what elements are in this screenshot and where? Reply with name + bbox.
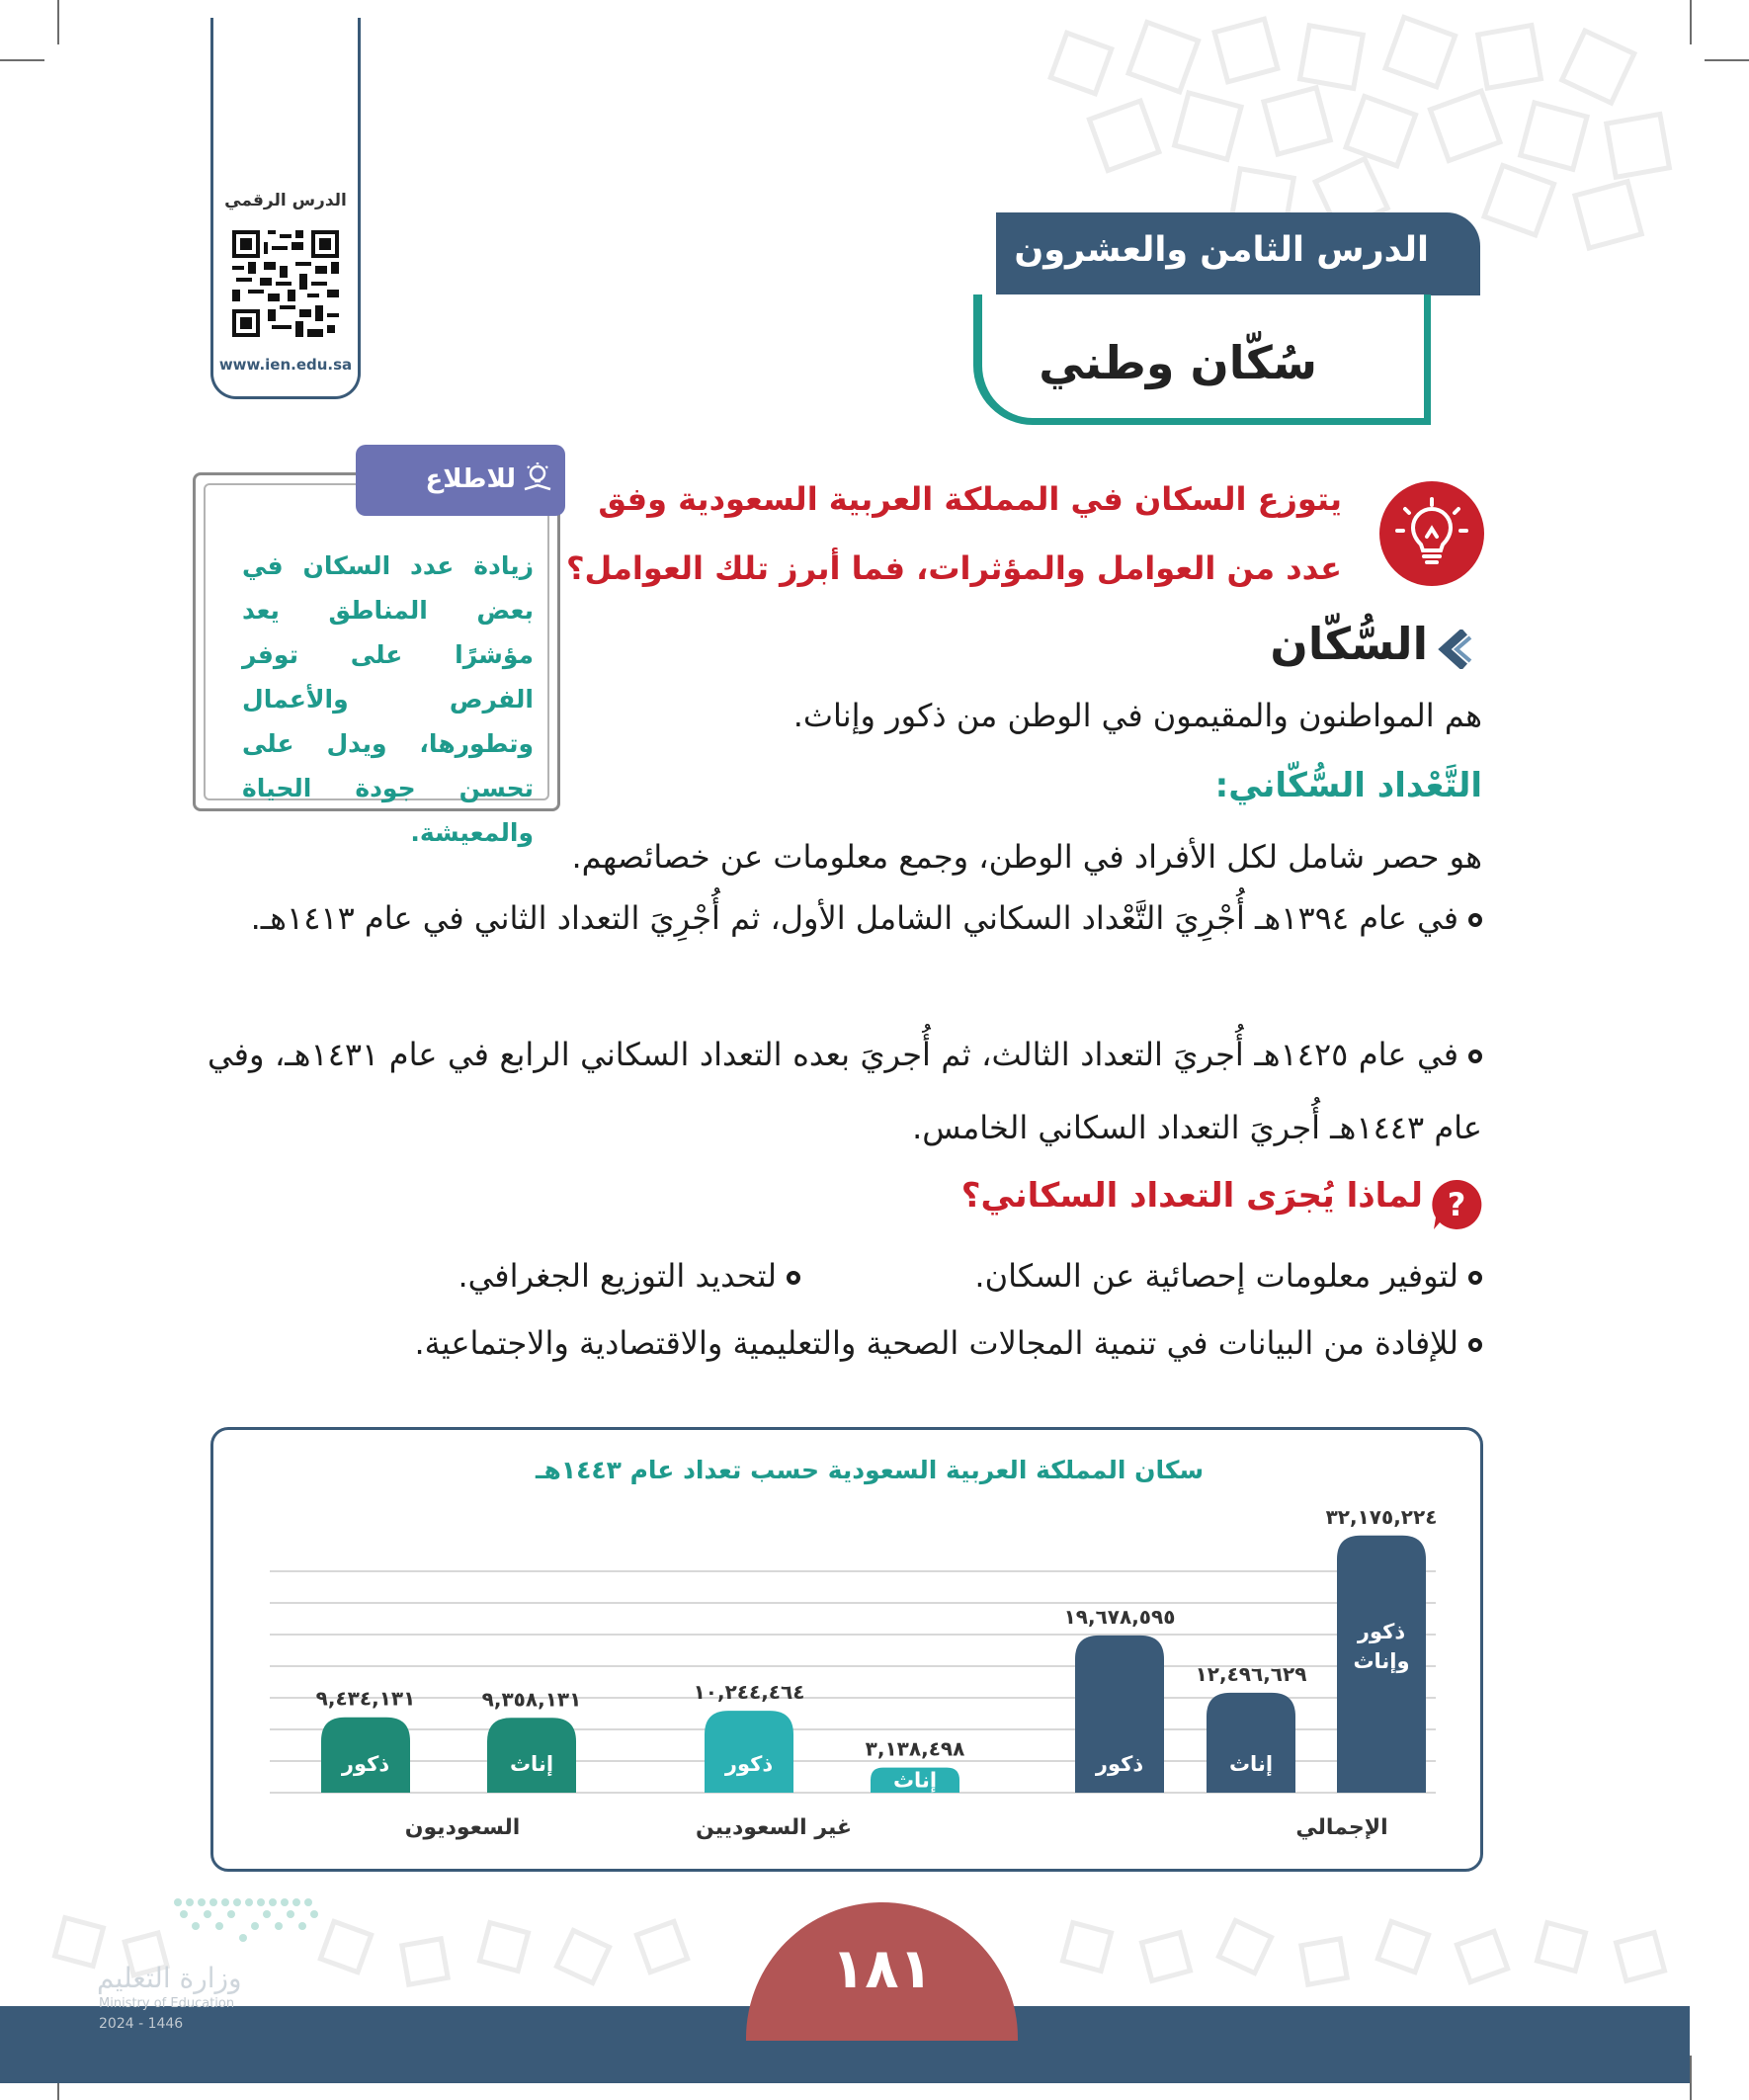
chart-bar-label: ذكور: [341, 1752, 390, 1776]
lightbulb-icon: [1377, 479, 1486, 588]
why-item-3-text: للإفادة من البيانات في تنمية المجالات الصحية والتعليمية والاقتصادية والاجتماعية.: [414, 1324, 1458, 1362]
census-definition: هو حصر شامل لكل الأفراد في الوطن، وجمع معلومات عن خصائصهم.: [571, 838, 1482, 876]
bullet-icon: [787, 1271, 800, 1285]
digital-lesson-tab[interactable]: [210, 18, 361, 399]
census-bullet-1: [208, 882, 1482, 955]
section-heading: السُّكّان: [1270, 618, 1428, 670]
chart-data-label: ٩,٣٥٨,١٣١: [481, 1687, 582, 1712]
why-item-2-text: لتحديد التوزيع الجغرافي.: [458, 1257, 777, 1295]
ministry-name: وزارة التعليم: [97, 1962, 242, 1994]
why-item-3: [414, 1324, 1482, 1362]
chart-data-label: ١٢,٤٩٦,٦٢٩: [1195, 1661, 1307, 1686]
chart-bar-label: إناث: [892, 1768, 938, 1793]
chart-bar: [1207, 1693, 1295, 1793]
intro-question: يتوزع السكان في المملكة العربية السعودية وفق عدد من العوامل والمؤثرات، فما أبرز تلك العوامل؟: [565, 480, 1342, 587]
chart-data-label: ١٩,٦٧٨,٥٩٥: [1063, 1604, 1176, 1629]
why-item-1: [974, 1257, 1482, 1295]
why-item-1-text: لتوفير معلومات إحصائية عن السكان.: [974, 1257, 1458, 1295]
chart-bar-label: إناث: [509, 1752, 554, 1776]
census-bullet-1-text: في عام ١٣٩٤هـ أُجْرِيَ التَّعْداد السكاني الشامل الأول، ثم أُجْرِيَ التعداد الثاني في عام ١٤١٣هـ.: [250, 899, 1458, 937]
chart-category-label: الإجمالي: [1295, 1815, 1388, 1840]
lesson-number-banner: [996, 212, 1480, 295]
why-item-2: [458, 1257, 800, 1295]
chart-category-label: غير السعوديين: [695, 1815, 853, 1840]
bullet-icon: [1468, 1338, 1482, 1352]
chart-bar-label: ذكور: [1095, 1752, 1144, 1776]
digital-lesson-label: الدرس الرقمي: [224, 191, 347, 210]
chart-category-label: السعوديون: [404, 1815, 521, 1840]
chart-bar-label: ذكور: [1357, 1619, 1406, 1643]
page-number: ١٨١: [831, 1937, 933, 2001]
crop-mark: [57, 0, 59, 44]
chart-bar-label: وإناث: [1353, 1648, 1410, 1673]
question-mark-icon: [1430, 1178, 1483, 1231]
population-definition: هم المواطنون والمقيمون في الوطن من ذكور وإناث.: [792, 697, 1482, 734]
chart-data-label: ٣٢,١٧٥,٢٢٤: [1325, 1504, 1438, 1529]
info-text: زيادة عدد السكان في بعض المناطق يعد مؤشرًا على توفر الفرص والأعمال وتطورها، ويدل على تحسن جودة الحياة والمعيشة.: [242, 551, 534, 847]
lesson-number: الدرس الثامن والعشرون: [1014, 230, 1429, 270]
chevron-left-icon: [1435, 630, 1472, 669]
chart-bar-label: ذكور: [724, 1752, 774, 1776]
info-tag-label: للاطلاع: [425, 464, 516, 494]
crop-mark: [1690, 2056, 1692, 2100]
bullet-icon: [1468, 913, 1482, 927]
census-heading: التَّعْداد السُّكّاني:: [1214, 766, 1482, 805]
chart-title: سكان المملكة العربية السعودية حسب تعداد عام ١٤٤٣هـ: [535, 1456, 1205, 1484]
website-url[interactable]: www.ien.edu.sa: [218, 356, 353, 374]
population-bar-chart: [210, 1427, 1483, 1872]
chart-data-label: ١٠,٢٤٤,٤٦٤: [693, 1680, 805, 1705]
crop-mark: [0, 59, 44, 61]
lesson-title-box: [973, 294, 1431, 425]
why-census-heading: لماذا يُجرَى التعداد السكاني؟: [960, 1176, 1423, 1216]
bullet-icon: [1468, 1271, 1482, 1285]
chart-bar-label: إناث: [1228, 1752, 1274, 1776]
chart-data-label: ٣,١٣٨,٤٩٨: [865, 1736, 965, 1761]
qr-code-icon[interactable]: [232, 230, 339, 337]
census-bullet-2: [208, 1018, 1482, 1164]
crop-mark: [1705, 59, 1749, 61]
lesson-title: سُكّان وطني: [1039, 336, 1317, 389]
ministry-logo-icon: [158, 1892, 326, 1952]
bullet-icon: [1468, 1050, 1482, 1063]
chart-data-label: ٩,٤٣٤,١٣١: [315, 1686, 416, 1711]
census-bullet-2-text: في عام ١٤٢٥هـ أُجريَ التعداد الثالث، ثم أُجريَ بعده التعداد السكاني الرابع في عام ١٤٣١هـ، وفي عام ١٤٤٣هـ أُجريَ التعداد السكاني الخامس.: [208, 1036, 1482, 1146]
ministry-name-en: Ministry of Education: [99, 1996, 235, 2011]
crop-mark: [1690, 0, 1692, 44]
svg-text:?: ?: [1447, 1186, 1466, 1223]
edition-year: 2024 - 1446: [99, 2016, 184, 2032]
